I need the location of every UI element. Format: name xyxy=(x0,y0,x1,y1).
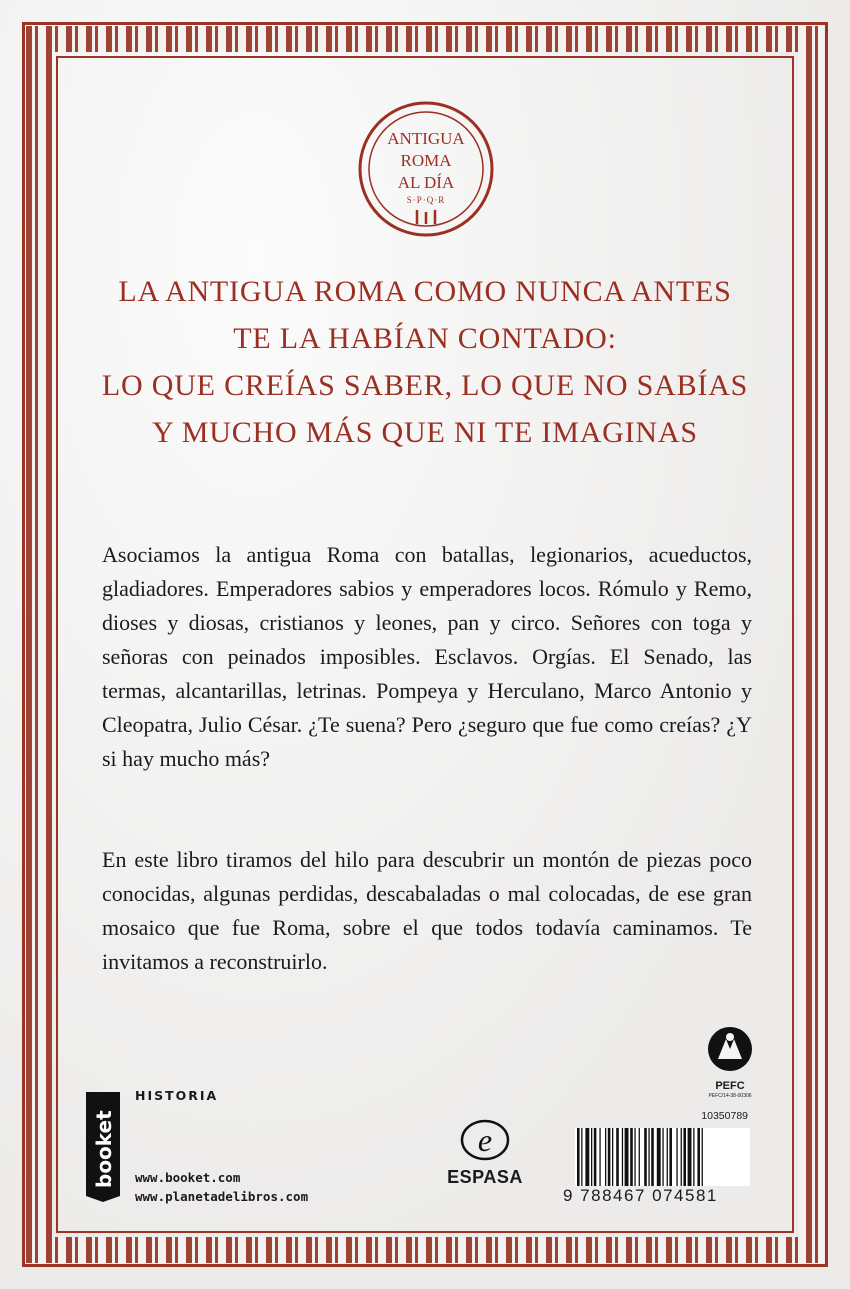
pefc-tree-icon xyxy=(706,1025,754,1073)
barcode xyxy=(575,1128,750,1186)
synopsis-paragraph-1: Asociamos la antigua Roma con batallas, legionarios, acueductos, gladiadores. Emperadores sabios y emperadores locos. Rómulo y Remo, dioses y diosas, cristianos y leones, pan y circo. Señores con toga y señoras con peinados imposibles. Esclavos. Orgías. El Senado, las termas, alcantarillas, letrinas. Pompeya y Herculano, Marco Antonio y Cleopatra, Julio César. ¿Te suena? Pero ¿seguro que fue como creías? ¿Y si hay mucho más? xyxy=(102,542,752,771)
espasa-logo xyxy=(440,1118,530,1188)
seal-line-2: ROMA xyxy=(400,151,452,170)
publisher-urls xyxy=(135,1168,308,1206)
seal-line-4: S·P·Q·R xyxy=(406,195,446,205)
genre-label: HISTORIA xyxy=(135,1088,219,1103)
pefc-code: PEFC/14-38-00306 xyxy=(708,1093,752,1099)
synopsis-paragraph-2: En este libro tiramos del hilo para descubrir un montón de piezas poco conocidas, algunas perdidas, descabaladas o mal colocadas, de ese gran mosaico que fue Roma, sobre el que todos todavía caminamos. Te invitamos a reconstruirlo. xyxy=(102,847,752,974)
pefc-label: PEFC xyxy=(715,1080,745,1092)
svg-text:e: e xyxy=(477,1122,493,1158)
pefc-certification xyxy=(700,1025,760,1099)
headline-line: LA ANTIGUA ROMA COMO NUNCA ANTES xyxy=(118,275,732,308)
antigua-roma-seal xyxy=(357,100,495,238)
internal-code: 10350789 xyxy=(701,1110,748,1122)
headline xyxy=(70,268,780,456)
isbn-number: 9 788467 074581 xyxy=(563,1186,718,1205)
svg-text:booket: booket xyxy=(92,1110,116,1188)
headline-line: TE LA HABÍAN CONTADO: xyxy=(233,322,617,355)
seal-line-3: AL DÍA xyxy=(397,173,455,192)
booket-url[interactable]: www.booket.com xyxy=(135,1170,241,1185)
headline-line: LO QUE CREÍAS SABER, LO QUE NO SABÍAS xyxy=(101,369,749,402)
planeta-url[interactable]: www.planetadelibros.com xyxy=(135,1189,309,1204)
espasa-e-icon xyxy=(459,1118,511,1162)
headline-line: Y MUCHO MÁS QUE NI TE IMAGINAS xyxy=(152,416,698,449)
booket-logo xyxy=(84,1092,122,1202)
espasa-name: ESPASA xyxy=(447,1167,523,1187)
seal-line-1: ANTIGUA xyxy=(387,129,465,148)
